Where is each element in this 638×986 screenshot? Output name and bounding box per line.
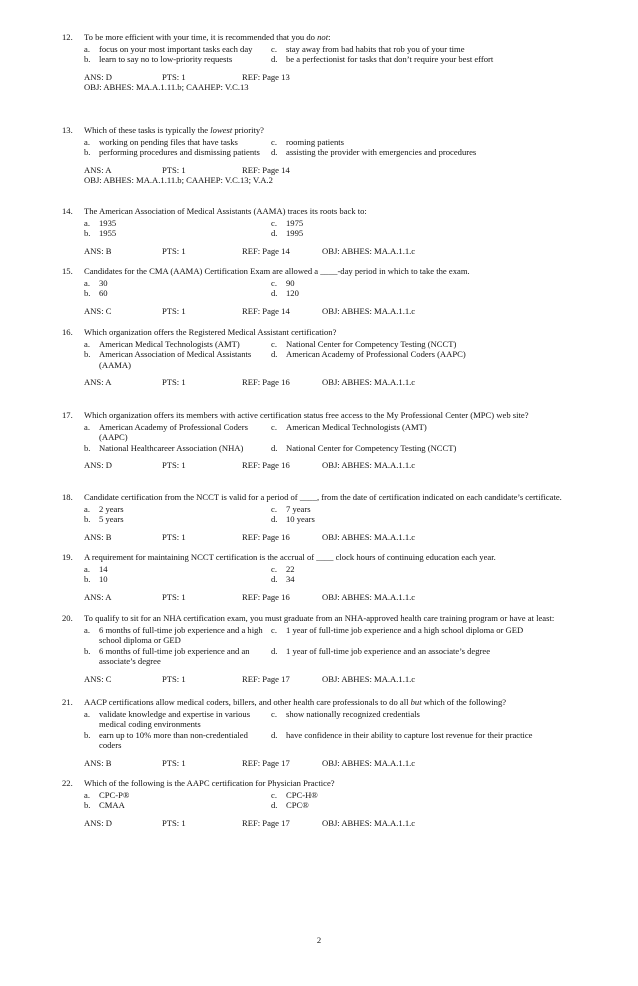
page-reference: REF: Page 14 xyxy=(242,245,290,256)
option-letter: c. xyxy=(271,624,277,635)
points: PTS: 1 xyxy=(162,673,186,684)
answer-key: ANS: A xyxy=(84,164,112,175)
answer-key-line xyxy=(84,818,582,829)
option-text: National Center for Competency Testing (NCCT) xyxy=(286,338,457,349)
question-stem xyxy=(62,613,582,624)
answer-key: ANS: D xyxy=(84,817,112,828)
answer-option xyxy=(271,625,571,646)
options-row xyxy=(84,564,582,575)
stem-text: Which of these tasks is typically the xyxy=(84,125,211,135)
answer-option xyxy=(84,54,271,65)
answer-option xyxy=(84,709,271,730)
option-text: 22 xyxy=(286,563,295,574)
question-number: 16. xyxy=(62,327,73,337)
option-letter: d. xyxy=(271,442,278,453)
answer-option xyxy=(84,349,271,370)
stem-text: : xyxy=(328,32,331,42)
options-row xyxy=(84,574,582,585)
option-text: 1975 xyxy=(286,217,304,228)
answer-option xyxy=(84,800,271,811)
question-stem xyxy=(62,266,582,277)
option-letter: d. xyxy=(271,349,278,360)
option-text: 2 years xyxy=(99,503,124,514)
answer-options xyxy=(84,339,582,371)
page-reference: REF: Page 13 xyxy=(242,71,290,82)
answer-option xyxy=(271,44,571,55)
question-block xyxy=(62,697,582,769)
page-reference: REF: Page 16 xyxy=(242,591,290,602)
option-text: 5 years xyxy=(99,514,124,525)
points: PTS: 1 xyxy=(162,460,186,471)
answer-option xyxy=(84,278,271,289)
option-text: National Healthcareer Association (NHA) xyxy=(99,442,244,453)
options-row xyxy=(84,278,582,289)
answer-option xyxy=(84,790,271,801)
answer-options xyxy=(84,625,582,667)
answer-option xyxy=(84,339,271,350)
question-block xyxy=(62,410,582,471)
question-number: 22. xyxy=(62,778,73,788)
answer-key-line xyxy=(84,592,582,603)
option-letter: d. xyxy=(271,645,278,656)
stem-text: To be more efficient with your time, it is recommended that you do xyxy=(84,32,318,42)
answer-option xyxy=(84,564,271,575)
option-letter: b. xyxy=(84,54,91,65)
option-text: working on pending files that have tasks xyxy=(99,136,238,147)
option-letter: b. xyxy=(84,514,91,525)
answer-option xyxy=(271,147,571,158)
options-row xyxy=(84,339,582,350)
option-letter: c. xyxy=(271,136,277,147)
option-text: American Medical Technologists (AMT) xyxy=(286,421,427,432)
option-text: learn to say no to low-priority requests xyxy=(99,54,233,65)
options-row xyxy=(84,349,582,370)
page-reference: REF: Page 17 xyxy=(242,817,290,828)
page-reference: REF: Page 16 xyxy=(242,377,290,388)
option-text: CPC-P® xyxy=(99,789,130,800)
answer-option xyxy=(271,278,571,289)
question-stem xyxy=(62,327,582,338)
objective: OBJ: ABHES: MA.A.1.11.b; CAAHEP: V.C.13 xyxy=(84,82,249,93)
option-text: 30 xyxy=(99,277,108,288)
question-stem xyxy=(62,410,582,421)
option-letter: c. xyxy=(271,338,277,349)
option-letter: a. xyxy=(84,789,90,800)
option-letter: d. xyxy=(271,514,278,525)
option-text: rooming patients xyxy=(286,136,344,147)
stem-emphasis: but xyxy=(410,697,422,707)
options-row xyxy=(84,137,582,148)
answer-key-line xyxy=(84,532,582,543)
option-letter: d. xyxy=(271,574,278,585)
points: PTS: 1 xyxy=(162,245,186,256)
answer-option xyxy=(271,800,571,811)
question-block xyxy=(62,492,582,542)
stem-emphasis: not xyxy=(317,32,329,42)
points: PTS: 1 xyxy=(162,817,186,828)
options-row xyxy=(84,443,582,454)
question-stem xyxy=(62,697,582,708)
option-letter: c. xyxy=(271,503,277,514)
answer-options xyxy=(84,790,582,811)
options-row xyxy=(84,625,582,646)
question-number: 20. xyxy=(62,613,73,623)
option-letter: a. xyxy=(84,563,90,574)
option-letter: c. xyxy=(271,277,277,288)
option-letter: c. xyxy=(271,563,277,574)
option-text: 34 xyxy=(286,574,295,585)
stem-text: Which organization offers its members with active certification status free access to the My Professional Center (MPC) web site? xyxy=(84,410,529,420)
option-text: American Medical Technologists (AMT) xyxy=(99,338,240,349)
page-reference: REF: Page 14 xyxy=(242,164,290,175)
option-letter: a. xyxy=(84,624,90,635)
answer-option xyxy=(271,422,571,443)
page-reference: REF: Page 16 xyxy=(242,460,290,471)
options-row xyxy=(84,422,582,443)
question-stem xyxy=(62,492,582,503)
option-letter: b. xyxy=(84,729,91,740)
options-row xyxy=(84,730,582,751)
answer-option xyxy=(271,646,571,667)
answer-option xyxy=(271,443,571,454)
options-row xyxy=(84,504,582,515)
option-letter: d. xyxy=(271,54,278,65)
options-row xyxy=(84,709,582,730)
option-letter: b. xyxy=(84,288,91,299)
option-text: CMAA xyxy=(99,800,125,811)
question-block xyxy=(62,266,582,316)
option-text: American Academy of Professional Coders (AAPC) xyxy=(286,349,466,360)
answer-option xyxy=(271,349,571,370)
answer-options xyxy=(84,44,582,65)
option-text: 6 months of full-time job experience and an associate’s degree xyxy=(99,645,250,667)
answer-key: ANS: C xyxy=(84,673,112,684)
option-text: 1995 xyxy=(286,228,304,239)
stem-text: Which organization offers the Registered Medical Assistant certification? xyxy=(84,327,337,337)
answer-key: ANS: A xyxy=(84,591,112,602)
answer-option xyxy=(84,147,271,158)
options-row xyxy=(84,288,582,299)
options-row xyxy=(84,800,582,811)
question-stem xyxy=(62,552,582,563)
objective: OBJ: ABHES: MA.A.1.1.c xyxy=(322,305,416,316)
objective: OBJ: ABHES: MA.A.1.1.c xyxy=(322,757,416,768)
stem-text: The American Association of Medical Assistants (AAMA) traces its roots back to: xyxy=(84,206,367,216)
page-reference: REF: Page 16 xyxy=(242,531,290,542)
stem-text: To qualify to sit for an NHA certification exam, you must graduate from an NHA-approved health care training program or have at least: xyxy=(84,613,555,623)
question-stem xyxy=(62,32,582,43)
stem-text: AACP certifications allow medical coders, billers, and other health care professionals to do all xyxy=(84,697,411,707)
question-number: 15. xyxy=(62,266,73,276)
option-letter: a. xyxy=(84,421,90,432)
option-letter: c. xyxy=(271,43,277,54)
option-text: CPC-H® xyxy=(286,789,318,800)
page-reference: REF: Page 17 xyxy=(242,673,290,684)
answer-options xyxy=(84,218,582,239)
objective: OBJ: ABHES: MA.A.1.1.c xyxy=(322,591,416,602)
option-letter: d. xyxy=(271,800,278,811)
answer-option xyxy=(271,288,571,299)
points: PTS: 1 xyxy=(162,305,186,316)
answer-key-line xyxy=(84,674,582,685)
answer-option xyxy=(271,228,571,239)
option-text: National Center for Competency Testing (NCCT) xyxy=(286,442,457,453)
answer-option xyxy=(271,504,571,515)
answer-key-line xyxy=(84,165,582,176)
options-row xyxy=(84,218,582,229)
option-text: 90 xyxy=(286,277,295,288)
options-row xyxy=(84,147,582,158)
option-letter: a. xyxy=(84,43,90,54)
stem-text: A requirement for maintaining NCCT certification is the accrual of ____ clock hours of continuing education each year. xyxy=(84,552,496,562)
question-block xyxy=(62,552,582,602)
objective: OBJ: ABHES: MA.A.1.11.b; CAAHEP: V.C.13; V.A.2 xyxy=(84,175,273,186)
question-block xyxy=(62,32,582,93)
option-text: validate knowledge and expertise in various medical coding environments xyxy=(99,708,251,730)
points: PTS: 1 xyxy=(162,757,186,768)
question-stem xyxy=(62,125,582,136)
question-stem xyxy=(62,778,582,789)
options-row xyxy=(84,790,582,801)
objective: OBJ: ABHES: MA.A.1.1.c xyxy=(322,817,416,828)
page-reference: REF: Page 14 xyxy=(242,305,290,316)
points: PTS: 1 xyxy=(162,591,186,602)
option-text: show nationally recognized credentials xyxy=(286,708,420,719)
option-text: American Academy of Professional Coders (AAPC) xyxy=(99,421,248,443)
options-row xyxy=(84,44,582,55)
answer-key: ANS: D xyxy=(84,460,112,471)
answer-option xyxy=(84,443,271,454)
option-letter: a. xyxy=(84,708,90,719)
option-letter: a. xyxy=(84,338,90,349)
option-letter: b. xyxy=(84,442,91,453)
options-row xyxy=(84,54,582,65)
answer-options xyxy=(84,137,582,158)
question-number: 14. xyxy=(62,206,73,216)
option-letter: c. xyxy=(271,789,277,800)
option-text: focus on your most important tasks each day xyxy=(99,43,253,54)
objective: OBJ: ABHES: MA.A.1.1.c xyxy=(322,245,416,256)
option-letter: a. xyxy=(84,277,90,288)
answer-option xyxy=(271,218,571,229)
option-letter: c. xyxy=(271,708,277,719)
option-text: 14 xyxy=(99,563,108,574)
objective: OBJ: ABHES: MA.A.1.1.c xyxy=(322,377,416,388)
question-block xyxy=(62,613,582,685)
answer-option xyxy=(271,564,571,575)
question-number: 17. xyxy=(62,410,73,420)
option-text: 1 year of full-time job experience and a high school diploma or GED xyxy=(286,624,524,635)
answer-option xyxy=(271,54,571,65)
answer-option xyxy=(84,137,271,148)
option-letter: b. xyxy=(84,645,91,656)
options-row xyxy=(84,646,582,667)
option-text: 1 year of full-time job experience and an associate’s degree xyxy=(286,645,491,656)
answer-option xyxy=(271,709,571,730)
option-letter: d. xyxy=(271,228,278,239)
points: PTS: 1 xyxy=(162,71,186,82)
points: PTS: 1 xyxy=(162,377,186,388)
option-letter: a. xyxy=(84,503,90,514)
option-letter: a. xyxy=(84,217,90,228)
option-text: American Association of Medical Assistants (AAMA) xyxy=(99,349,252,370)
answer-options xyxy=(84,422,582,454)
question-block xyxy=(62,206,582,256)
answer-option xyxy=(84,422,271,443)
stem-text: which of the following? xyxy=(421,697,507,707)
option-text: 120 xyxy=(286,288,299,299)
answer-option xyxy=(271,339,571,350)
option-text: 10 xyxy=(99,574,108,585)
option-text: be a perfectionist for tasks that don’t require your best effort xyxy=(286,54,494,65)
answer-option xyxy=(271,514,571,525)
answer-option xyxy=(271,790,571,801)
answer-option xyxy=(84,646,271,667)
question-number: 18. xyxy=(62,492,73,502)
page-reference: REF: Page 17 xyxy=(242,757,290,768)
answer-option xyxy=(84,44,271,55)
answer-option xyxy=(84,574,271,585)
answer-option xyxy=(84,730,271,751)
answer-option xyxy=(84,288,271,299)
option-text: stay away from bad habits that rob you of your time xyxy=(286,43,465,54)
objective: OBJ: ABHES: MA.A.1.1.c xyxy=(322,673,416,684)
answer-key-line xyxy=(84,306,582,317)
option-text: CPC® xyxy=(286,800,309,811)
question-stem xyxy=(62,206,582,217)
question-number: 19. xyxy=(62,552,73,562)
answer-key: ANS: C xyxy=(84,305,112,316)
answer-option xyxy=(84,504,271,515)
option-letter: b. xyxy=(84,574,91,585)
answer-options xyxy=(84,504,582,525)
question-number: 13. xyxy=(62,125,73,135)
answer-key: ANS: B xyxy=(84,757,112,768)
answer-option xyxy=(271,730,571,751)
answer-key-line xyxy=(84,246,582,257)
option-text: have confidence in their ability to capture lost revenue for their practice xyxy=(286,729,533,740)
option-letter: c. xyxy=(271,421,277,432)
option-letter: c. xyxy=(271,217,277,228)
option-text: 1955 xyxy=(99,228,117,239)
option-text: earn up to 10% more than non-credentialed coders xyxy=(99,729,248,751)
answer-options xyxy=(84,564,582,585)
answer-options xyxy=(84,709,582,751)
question-block xyxy=(62,327,582,388)
options-row xyxy=(84,514,582,525)
answer-key: ANS: B xyxy=(84,245,112,256)
option-letter: b. xyxy=(84,228,91,239)
stem-text: priority? xyxy=(232,125,264,135)
options-row xyxy=(84,228,582,239)
option-letter: d. xyxy=(271,147,278,158)
option-letter: b. xyxy=(84,800,91,811)
page-number: 2 xyxy=(316,935,322,945)
option-letter: d. xyxy=(271,729,278,740)
question-number: 21. xyxy=(62,697,73,707)
stem-text: Which of the following is the AAPC certification for Physician Practice? xyxy=(84,778,335,788)
answer-options xyxy=(84,278,582,299)
answer-option xyxy=(84,514,271,525)
stem-text: Candidate certification from the NCCT is valid for a period of ____, from the date of certification indicated on each candidate’s certificate. xyxy=(84,492,562,502)
answer-key-line xyxy=(84,460,582,471)
option-text: 6 months of full-time job experience and a high school diploma or GED xyxy=(99,624,263,646)
answer-key-line xyxy=(84,377,582,388)
question-block xyxy=(62,125,582,186)
option-text: performing procedures and dismissing patients xyxy=(99,147,260,158)
option-letter: b. xyxy=(84,147,91,158)
answer-option xyxy=(84,625,271,646)
answer-option xyxy=(84,218,271,229)
points: PTS: 1 xyxy=(162,531,186,542)
option-text: 10 years xyxy=(286,514,315,525)
answer-key: ANS: D xyxy=(84,71,112,82)
option-text: 1935 xyxy=(99,217,117,228)
stem-text: Candidates for the CMA (AAMA) Certification Exam are allowed a ____-day period in which to take the exam. xyxy=(84,266,470,276)
option-letter: d. xyxy=(271,288,278,299)
answer-key-line xyxy=(84,758,582,769)
option-text: 60 xyxy=(99,288,108,299)
answer-option xyxy=(271,574,571,585)
option-text: 7 years xyxy=(286,503,311,514)
answer-key: ANS: A xyxy=(84,377,112,388)
stem-emphasis: lowest xyxy=(210,125,233,135)
answer-key-line xyxy=(84,72,582,83)
option-text: assisting the provider with emergencies and procedures xyxy=(286,147,477,158)
option-letter: a. xyxy=(84,136,90,147)
answer-option xyxy=(271,137,571,148)
question-block xyxy=(62,778,582,828)
question-number: 12. xyxy=(62,32,73,42)
answer-option xyxy=(84,228,271,239)
option-letter: b. xyxy=(84,349,91,360)
answer-key: ANS: B xyxy=(84,531,112,542)
points: PTS: 1 xyxy=(162,164,186,175)
objective: OBJ: ABHES: MA.A.1.1.c xyxy=(322,531,416,542)
objective: OBJ: ABHES: MA.A.1.1.c xyxy=(322,460,416,471)
